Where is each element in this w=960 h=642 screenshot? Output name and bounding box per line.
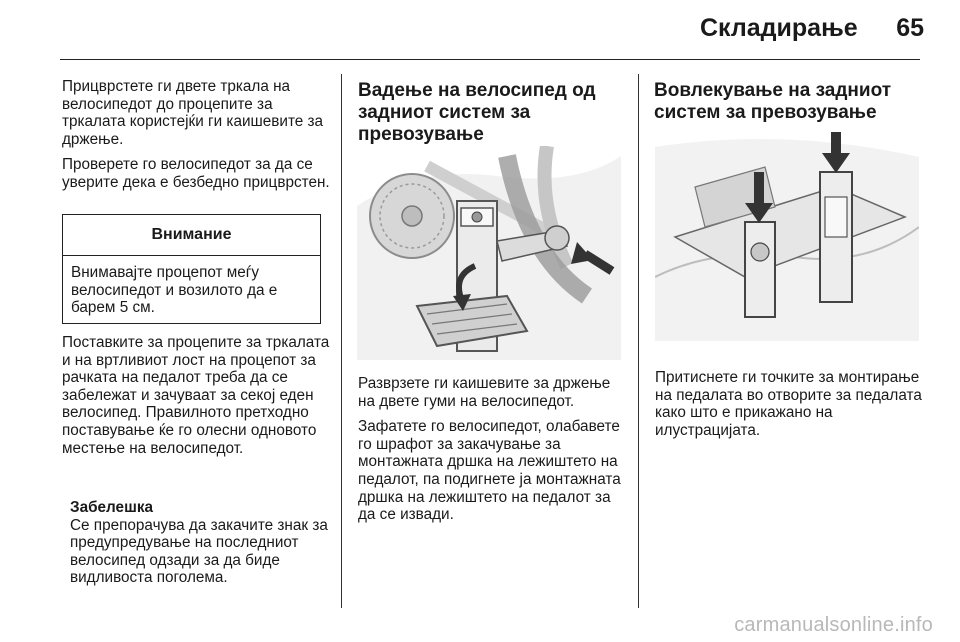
column-divider-2 [638, 74, 639, 608]
carrier-retract-drawing [655, 127, 919, 341]
warning-box [62, 214, 321, 324]
column-3-body [655, 354, 923, 455]
note-title: Забелешка [70, 499, 153, 516]
paragraph: Притиснете ги точките за монтирање на педалата во отворите за педалата како што е прикажано на илустрацијата. [655, 369, 922, 440]
note-text: Се препорачува да закачите знак за предупредување на последниот велосипед одзади за да биде видливоста поголема. [70, 516, 328, 587]
watermark-text: carmanualsonline.info [734, 614, 933, 636]
column-2-body [358, 375, 626, 524]
section-heading: Вадење на велосипед од задниот систем за превозување [358, 80, 596, 145]
page-number: 65 [896, 14, 924, 42]
paragraph: Поставките за процепите за тркалата и на вртливиот лост на процепот за рачката на педалот треба да се забележат и зачуваат за секој еден велосипед. Правилното претходно поставување ќе го олесни одновото местење на велосипедот. [62, 334, 330, 457]
section-heading: Вовлекување на задниот систем за превозување [654, 80, 892, 123]
page-title: Складирање [700, 14, 858, 42]
column-2-heading-block [358, 80, 626, 146]
column-divider-1 [341, 74, 342, 608]
warning-title: Внимание [63, 215, 320, 256]
note-block [70, 499, 332, 587]
bike-pedal-mount-illustration [357, 146, 621, 360]
paragraph: Зафатете го велосипедот, олабавете го шрафот за закачување за монтажната дршка на лежиштето на педалот, па подигнете ја монтажната дршка на лежиштето на педалот за да се извади. [358, 418, 621, 524]
carrier-retract-illustration [655, 127, 919, 341]
column-1-intro [62, 78, 330, 192]
bike-pedal-mount-drawing [357, 146, 621, 360]
paragraph: Разврзете ги каишевите за држење на двете гуми на велосипедот. [358, 375, 611, 410]
header-divider [60, 59, 920, 60]
warning-text: Внимавајте процепот меѓу велосипедот и возилото да е барем 5 см. [71, 264, 278, 317]
paragraph: Проверете го велосипедот за да се уверите дека е безбедно прицврстен. [62, 156, 330, 191]
paragraph: Прицврстете ги двете тркала на велосипедот до процепите за тркалата користејќи ги каишевите за држење. [62, 78, 324, 148]
column-3-heading-block [654, 80, 924, 124]
